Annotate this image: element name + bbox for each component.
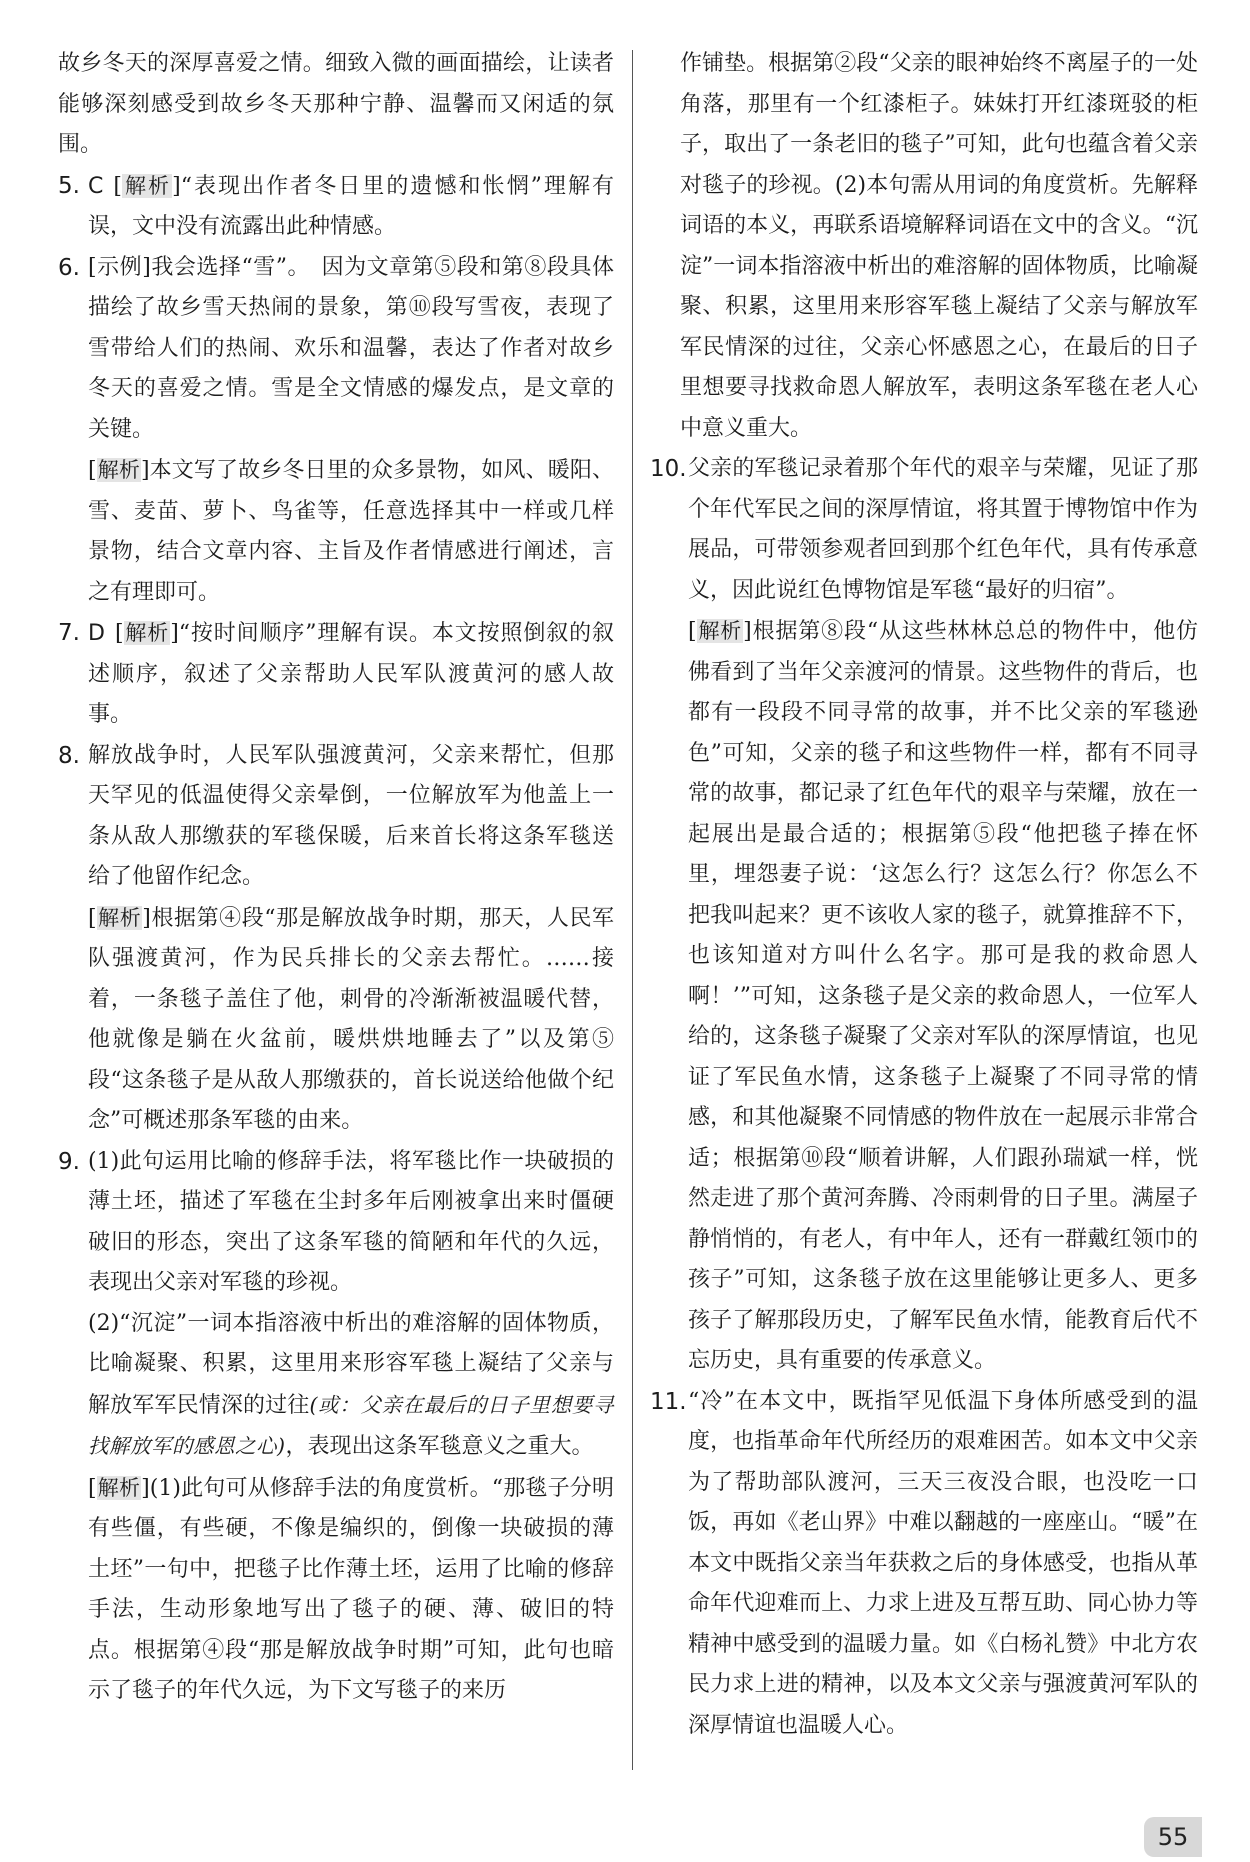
- example-tag: 示例: [96, 254, 143, 280]
- analysis-text: “按时间顺序”理解有误。本文按照倒叙的叙述顺序，叙述了父亲帮助人民军队渡黄河的感人故事。: [88, 621, 614, 727]
- answer-text: 解放战争时，人民军队强渡黄河，父亲来帮忙，但那天罕见的低温使得父亲晕倒，一位解放军为他盖上一条从敌人那缴获的军毯保暖，后来首长将这条军毯送给了他留作纪念。: [88, 742, 614, 889]
- analysis-text: 本文写了故乡冬日里的众多景物，如风、暖阳、雪、麦苗、萝卜、鸟雀等，任意选择其中一样或几样景物，结合文章内容、主旨及作者情感进行阐述，言之有理即可。: [88, 458, 614, 605]
- analysis-tag: 解析: [97, 1475, 141, 1500]
- answer-letter: D: [88, 621, 105, 646]
- answer-text: 我会选择“雪”。 因为文章第⑤段和第⑧段具体描绘了故乡雪天热闹的景象，第⑩段写雪夜，表现了雪带给人们的热闹、欢乐和温馨，表达了作者对故乡冬天的喜爱之情。雪是全文情感的爆发点，是文章的关键。: [88, 254, 614, 442]
- question-number: 11.: [650, 1388, 687, 1415]
- analysis-text: (1)此句可从修辞手法的角度赏析。“那毯子分明有些僵，有些硬，不像是编织的，倒像一块破损的薄土坯”一句中，把毯子比作薄土坯，运用了比喻的修辞手法，生动形象地写出了毯子的硬、薄、破旧的特点。根据第④段“那是解放战争时期”可知，此句也暗示了毯子的年代久远，为下文写毯子的来历: [88, 1475, 614, 1703]
- question-number: 7.: [58, 620, 80, 646]
- question-10: [650, 449, 1198, 611]
- q4-continuation: [58, 44, 614, 166]
- answer-text: “冷”在本文中，既指罕见低温下身体所感受到的温度，也指革命年代所经历的艰难困苦。如本文中父亲为了帮助部队渡河，三天三夜没合眼，也没吃一口饭，再如《老山界》中难以翻越的一座座山。“暖”在本文中既指父亲当年获救之后的身体感受，也指从革命年代迎难而上、力求上进及互帮互助、同心协力等精神中感受到的温暖力量。如《白杨礼赞》中北方农民力求上进的精神，以及本文父亲与强渡黄河军队的深厚情谊也温暖人心。: [688, 1388, 1198, 1738]
- handwritten-note: (或：父亲在最后的日子里想要寻找解放军的感恩之心): [88, 1392, 614, 1458]
- analysis-tag: 解析: [97, 905, 142, 930]
- answer-text: 父亲的军毯记录着那个年代的艰辛与荣耀，见证了那个年代军民之间的深厚情谊，将其置于博物馆中作为展品，可带领参观者回到那个红色年代，具有传承意义，因此说红色博物馆是军毯“最好的归宿”。: [688, 456, 1198, 603]
- question-number: 9.: [58, 1148, 80, 1175]
- page-number: 55: [1144, 1817, 1202, 1857]
- analysis-tag: 解析: [97, 458, 140, 482]
- answer-part-1: (1)此句运用比喻的修辞手法，将军毯比作一块破损的薄土坯，描述了军毯在尘封多年后刚被拿出来时僵硬破旧的形态，突出了这条军毯的简陋和年代的久远，表现出父亲对军毯的珍视。: [88, 1148, 614, 1295]
- analysis-text: 根据第⑧段“从这些林林总总的物件中，他仿佛看到了当年父亲渡河的情景。这些物件的背后，也都有一段段不同寻常的故事，并不比父亲的军毯逊色”可知，父亲的毯子和这些物件一样，都有不同寻常的故事，都记录了红色年代的艰辛与荣耀，放在一起展出是最合适的；根据第⑤段“他把毯子捧在怀里，埋怨妻子说：‘这怎么行？这怎么行？你怎么不把我叫起来？更不该收人家的毯子，就算推辞不下，也该知道对方叫什么名字。那可是我的救命恩人啊！’”可知，这条毯子是父亲的救命恩人，一位军人给的，这条毯子凝聚了父亲对军队的深厚情谊，也见证了军民鱼水情，这条毯子上凝聚了不同寻常的情感，和其他凝聚不同情感的物件放在一起展示非常合适；根据第⑩段“顺着讲解，人们跟孙瑞斌一样，恍然走进了那个黄河奔腾、冷雨刺骨的日子里。满屋子静悄悄的，有老人，有中年人，还有一群戴红领巾的孩子”可知，这条毯子放在这里能够让更多人、更多孩子了解那段历史，了解军民鱼水情，能教育后代不忘历史，具有重要的传承意义。: [688, 619, 1199, 1373]
- column-divider: [632, 50, 633, 1770]
- analysis-tag: 解析: [122, 173, 172, 198]
- right-column: [650, 44, 1198, 1746]
- analysis-continuation: 作铺垫。根据第②段“父亲的眼神始终不离屋子的一处角落，那里有一个红漆柜子。妹妹打开红漆斑驳的柜子，取出了一条老旧的毯子”可知，此句也蕴含着父亲对毯子的珍视。(2)本句需从用词的角度赏析。先解释词语的本义，再联系语境解释词语在文中的含义。“沉淀”一词本指溶液中析出的难溶解的固体物质，比喻凝聚、积累，这里用来形容军毯上凝结了父亲与解放军军民情深的过往，父亲心怀感恩之心，在最后的日子里想要寻找救命恩人解放军，表明这条军毯在老人心中意义重大。: [680, 51, 1198, 441]
- question-11: [650, 1382, 1198, 1747]
- question-number: 5.: [58, 172, 80, 199]
- analysis-tag: 解析: [697, 619, 743, 643]
- question-9-analysis: [解析](1)此句可从修辞手法的角度赏析。“那毯子分明有些僵，有些硬，不像是编织的，倒像一块破损的薄土坯”一句中，把毯子比作薄土坯，运用了比喻的修辞手法，生动形象地写出了毯子的硬、薄、破旧的特点。根据第④段“那是解放战争时期”可知，此句也暗示了毯子的年代久远，为下文写毯子的来历: [88, 1475, 614, 1703]
- analysis-text: 根据第④段“那是解放战争时期，那天，人民军队强渡黄河，作为民兵排长的父亲去帮忙。……接着，一条毯子盖住了他，刺骨的冷渐渐被温暖代替，他就像是躺在火盆前，暖烘烘地睡去了”以及第⑤段“这条毯子是从敌人那缴获的，首长说送给他做个纪念”可概述那条军毯的由来。: [88, 905, 615, 1133]
- analysis-text: “表现出作者冬日里的遗憾和怅惘”理解有误，文中没有流露出此种情感。: [88, 173, 615, 239]
- question-number: 10.: [650, 456, 687, 482]
- intro-text: 故乡冬天的深厚喜爱之情。细致入微的画面描绘，让读者能够深刻感受到故乡冬天那种宁静、温馨而又闲适的氛围。: [58, 51, 614, 157]
- analysis-tag: 解析: [124, 621, 170, 645]
- question-8-analysis: [解析]根据第④段“那是解放战争时期，那天，人民军队强渡黄河，作为民兵排长的父亲去帮忙。……接着，一条毯子盖住了他，刺骨的冷渐渐被温暖代替，他就像是躺在火盆前，暖烘烘地睡去了”以及第⑤段“这条毯子是从敌人那缴获的，首长说送给他做个纪念”可概述那条军毯的由来。: [88, 905, 615, 1133]
- answer-part-2a: (2)“沉淀”一词本指溶液中析出的难溶解的固体物质，比喻凝聚、积累，这里用来形容军毯上凝结了父亲与解放军军民情深的过往: [88, 1310, 614, 1418]
- question-9-part-2: [58, 1304, 614, 1468]
- question-8: [58, 736, 614, 898]
- question-9-continuation: [650, 44, 1198, 449]
- answer-letter: C: [88, 173, 104, 199]
- question-9: [58, 1142, 614, 1304]
- question-5: 5. C [解析]“表现出作者冬日里的遗憾和怅惘”理解有误，文中没有流露出此种情感。: [58, 166, 614, 248]
- question-10-analysis: [解析]根据第⑧段“从这些林林总总的物件中，他仿佛看到了当年父亲渡河的情景。这些物件的背后，也都有一段段不同寻常的故事，并不比父亲的军毯逊色”可知，父亲的毯子和这些物件一样，都有不同寻常的故事，都记录了红色年代的艰辛与荣耀，放在一起展出是最合适的；根据第⑤段“他把毯子捧在怀里，埋怨妻子说：‘这怎么行？这怎么行？你怎么不把我叫起来？更不该收人家的毯子，就算推辞不下，也该知道对方叫什么名字。那可是我的救命恩人啊！’”可知，这条毯子是父亲的救命恩人，一位军人给的，这条毯子凝聚了父亲对军队的深厚情谊，也见证了军民鱼水情，这条毯子上凝聚了不同寻常的情感，和其他凝聚不同情感的物件放在一起展示非常合适；根据第⑩段“顺着讲解，人们跟孙瑞斌一样，恍然走进了那个黄河奔腾、冷雨刺骨的日子里。满屋子静悄悄的，有老人，有中年人，还有一群戴红领巾的孩子”可知，这条毯子放在这里能够让更多人、更多孩子了解那段历史，了解军民鱼水情，能教育后代不忘历史，具有重要的传承意义。: [688, 619, 1199, 1373]
- question-number: 6.: [58, 254, 80, 281]
- answer-part-2b: ，表现出这条军毯意义之重大。: [285, 1434, 594, 1459]
- question-6-analysis: [解析]本文写了故乡冬日里的众多景物，如风、暖阳、雪、麦苗、萝卜、鸟雀等，任意选择其中一样或几样景物，结合文章内容、主旨及作者情感进行阐述，言之有理即可。: [88, 458, 614, 605]
- question-6: 6. [示例]我会选择“雪”。 因为文章第⑤段和第⑧段具体描绘了故乡雪天热闹的景象，第⑩段写雪夜，表现了雪带给人们的热闹、欢乐和温馨，表达了作者对故乡冬天的喜爱之情。雪是全文情感的爆发点，是文章的关键。: [58, 248, 614, 451]
- question-7: 7. D [解析]“按时间顺序”理解有误。本文按照倒叙的叙述顺序，叙述了父亲帮助人民军队渡黄河的感人故事。: [58, 613, 614, 736]
- left-column: [58, 44, 614, 1712]
- question-number: 8.: [58, 742, 80, 769]
